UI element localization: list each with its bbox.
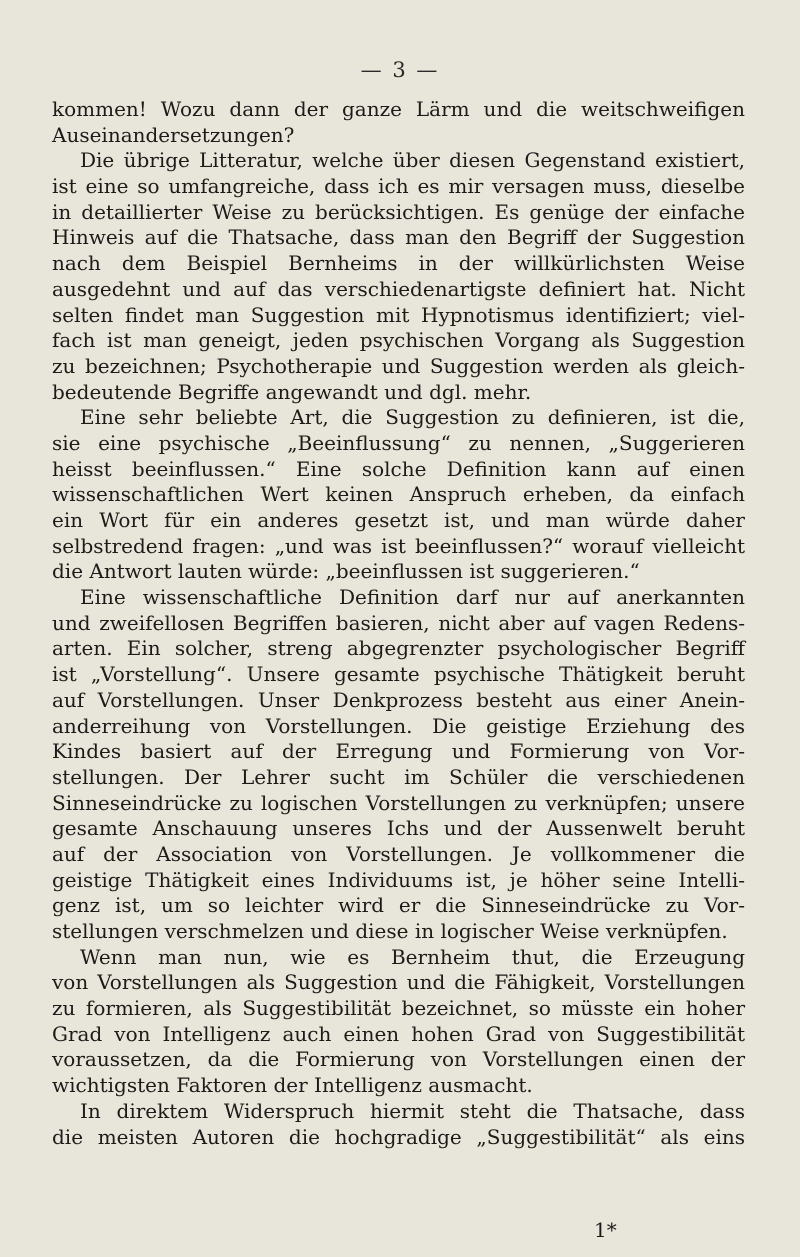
text-line: geistige Thätigkeit eines Individuums ist, je höher seine Intelli- — [52, 867, 745, 892]
text-line: Sinneseindrücke zu logischen Vorstellungen zu verknüpfen; unsere — [52, 790, 745, 815]
text-line: zu bezeichnen; Psychotherapie und Suggestion werden als gleich- — [52, 353, 745, 378]
text-line: zu formieren, als Suggestibilität bezeichnet, so müsste ein hoher — [52, 996, 745, 1021]
text-line: selten findet man Suggestion mit Hypnotismus identifiziert; viel- — [52, 302, 745, 327]
text-line: genz ist, um so leichter wird er die Sinneseindrücke zu Vor- — [52, 893, 745, 918]
text-line: stellungen. Der Lehrer sucht im Schüler die verschiedenen — [52, 764, 745, 789]
text-line: ein Wort für ein anderes gesetzt ist, und man würde daher — [52, 508, 745, 532]
text-line: nach dem Beispiel Bernheims in der willkürlichsten Weise — [52, 251, 745, 276]
text-line: in detaillierter Weise zu berücksichtigen. Es genüge der einfache — [52, 199, 745, 224]
text-line: fach ist man geneigt, jeden psychischen Vorgang als Suggestion — [52, 328, 745, 353]
text-line: stellungen verschmelzen und diese in logischer Weise verknüpfen. — [52, 919, 728, 943]
text-line: auf Vorstellungen. Unser Denkprozess besteht aus einer Anein- — [52, 687, 745, 712]
text-line: ausgedehnt und auf das verschiedenartigste definiert hat. Nicht — [52, 276, 745, 301]
text-line: Die übrige Litteratur, welche über diesen Gegenstand existiert, — [80, 148, 745, 173]
text-line: anderreihung von Vorstellungen. Die geistige Erziehung des — [52, 713, 745, 738]
text-line: Grad von Intelligenz auch einen hohen Grad von Suggestibilität — [52, 1021, 745, 1046]
text-line: Wenn man nun, wie es Bernheim thut, die Erzeugung — [80, 944, 745, 969]
text-line: gesamte Anschauung unseres Ichs und der Aussenwelt beruht — [52, 816, 745, 841]
text-line: bedeutende Begriffe angewandt und dgl. mehr. — [52, 379, 532, 404]
text-line: die Antwort lauten würde: „beeinflussen ist suggerieren.“ — [52, 559, 640, 584]
page-number: — 3 — — [360, 58, 440, 82]
text-line: sie eine psychische „Beeinflussung“ zu nennen, „Suggerieren — [52, 430, 745, 455]
text-line: Auseinandersetzungen? — [52, 122, 295, 147]
text-line: heisst beeinflussen.“ Eine solche Definition kann auf einen — [52, 456, 745, 481]
text-line: ist „Vorstellung“. Unsere gesamte psychische Thätigkeit beruht — [52, 662, 745, 687]
text-line: auf der Association von Vorstellungen. Je vollkommener die — [52, 841, 745, 866]
text-line: wichtigsten Faktoren der Intelligenz ausmacht. — [52, 1073, 533, 1098]
text-line: ist eine so umfangreiche, dass ich es mir versagen muss, dieselbe — [52, 174, 745, 199]
text-line: und zweifellosen Begriffen basieren, nicht aber auf vagen Redens- — [52, 610, 745, 635]
text-line: Eine sehr beliebte Art, die Suggestion zu definieren, ist die, — [80, 405, 745, 430]
signature-mark: 1* — [594, 1218, 617, 1242]
text-line: Kindes basiert auf der Erregung und Formierung von Vor- — [52, 739, 745, 764]
text-line: von Vorstellungen als Suggestion und die Fähigkeit, Vorstellungen — [52, 970, 745, 995]
text-line: Eine wissenschaftliche Definition darf nur auf anerkannten — [80, 585, 745, 610]
text-line: voraussetzen, da die Formierung von Vorstellungen einen der — [52, 1047, 745, 1072]
text-line: In direktem Widerspruch hiermit steht die Thatsache, dass — [80, 1098, 745, 1123]
text-line: Hinweis auf die Thatsache, dass man den Begriff der Suggestion — [52, 225, 745, 250]
text-line: wissenschaftlichen Wert keinen Anspruch erheben, da einfach — [52, 482, 745, 507]
body-text — [52, 97, 745, 1150]
text-line: kommen! Wozu dann der ganze Lärm und die weitschweifigen — [52, 97, 745, 121]
text-line: selbstredend fragen: „und was ist beeinflussen?“ worauf vielleicht — [52, 533, 745, 558]
text-line: arten. Ein solcher, streng abgegrenzter psychologischer Begriff — [52, 636, 745, 661]
text-line: die meisten Autoren die hochgradige „Suggestibilität“ als eins — [52, 1124, 745, 1149]
